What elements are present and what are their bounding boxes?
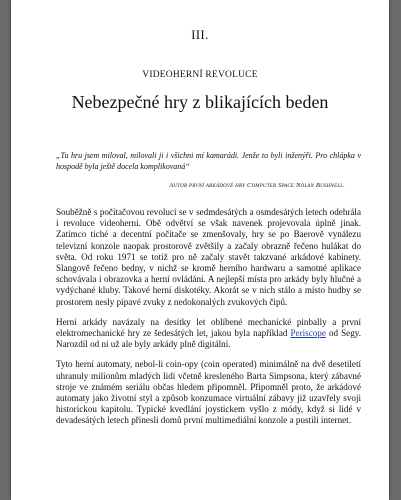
section-label: VIDEOHERNÍ REVOLUCE xyxy=(142,70,258,80)
chapter-number: III. xyxy=(191,28,209,42)
document-page xyxy=(11,0,389,500)
body-text xyxy=(56,207,361,436)
chapter-title: Nebezpečné hry z blikajících beden xyxy=(71,92,329,112)
epigraph-attribution: Autor první arkádové hry Computer Space Nolan Bushnell. xyxy=(169,182,345,189)
paragraph-2-text-a: Herní arkády navázaly na desítky let oblíbené mechanické pinbally a první elektromechanické hry ze šedesátých let, jakou byla například xyxy=(56,316,361,339)
paragraph-2 xyxy=(56,317,361,351)
paragraph-2-text-b: od Segy. Narozdíl od ní už ale byly arkády plně digitální. xyxy=(56,328,361,350)
periscope-link[interactable]: Periscope xyxy=(290,328,326,339)
epigraph-quote: „Tu hru jsem miloval, milovali ji i všichni mí kamarádi. Jenže to byli inženýři. Pro chlápka v hospodě byla ještě docela komplikovaná“ xyxy=(56,151,361,171)
paragraph-3: Tyto herní automaty, nebol-li coin-opy (coin operated) minimálně na dvě desetiletí uhranuly milionům mladých lidí včetně kresleného Barta Simpsona, který zábavné stroje ve známém seriálu občas hledem připomněl. Připomněl proto, že arkádové automaty jako životní styl a způsob konzumace virtuální zábavy již uzavřely svoji historickou kapitolu. Typické kvedlání joystickem vyšlo z módy, když si lidé v devadesátých letech přinesli domů první multimediální konzole a pustili internet. xyxy=(56,359,361,426)
paragraph-1: Souběžně s počítačovou revolucí se v sedmdesátých a osmdesátých letech odehrála i revoluce videoherní. Obě odvětví se však navenek projevovala úplně jinak. Zatímco tiché a decentní počítače se zmenšovaly, hry se po Baerově vynálezu televizní konzole naopak prostorově zvětšily a začaly obrazně řečeno hulákat do světa. Od roku 1971 se totiž pro ně začaly stavět takzvané arkádové kabinety. Slangově řečeno bedny, v nichž se kromě herního hardwaru a samotné aplikace schovávala i obrazovka a herní ovládání. A nejlepší místa pro arkády byly hlučné a vydýchané kluby. Takové herní diskotéky. Akorát se v nich stálo a místo hudby se prostorem nesly pípavé zvuky z nedokonalých zvukových čipů. xyxy=(56,207,361,307)
